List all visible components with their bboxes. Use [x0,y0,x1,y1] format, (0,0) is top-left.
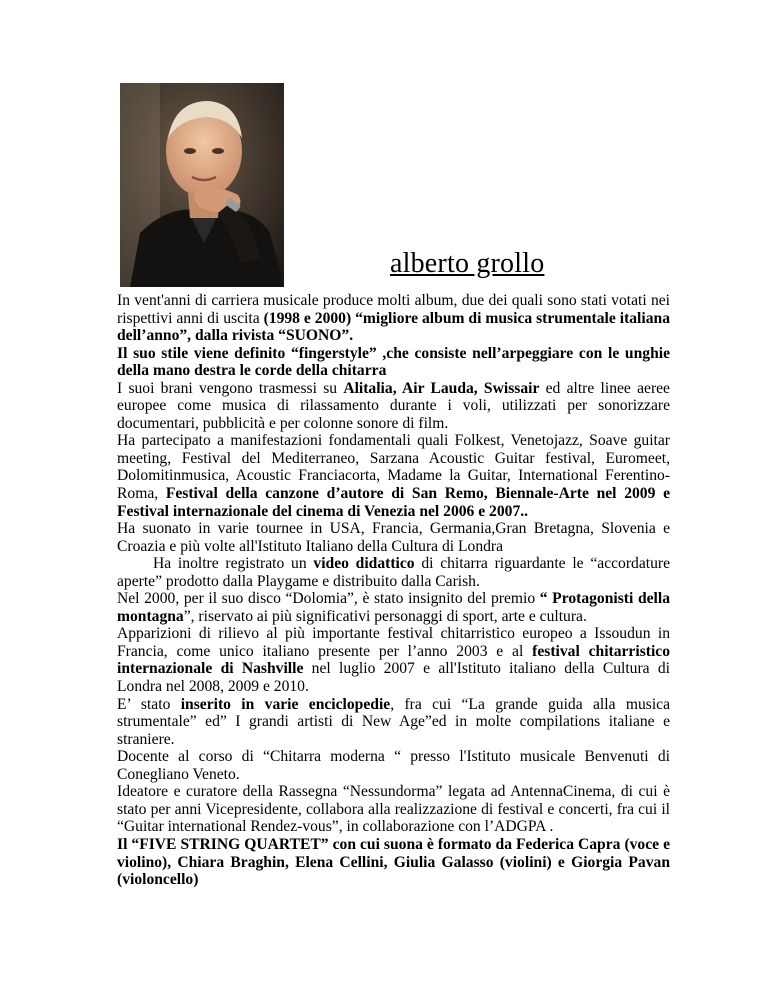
paragraph [117,345,670,380]
text: ed altre linee aeree europee come musica di rilassamento durante i voli, utilizzati per sonorizzare documentari, pubblicità e per colonne sonore di film. [117,379,670,432]
paragraph [117,696,670,749]
bold-text: Il “FIVE STRING QUARTET” con cui suona è formato da Federica Capra (voce e violino), Chiara Braghin, Elena Cellini, Giulia Galasso (violini) e Giorgia Pavan (violoncello) [117,835,670,889]
bold-text: inserito in varie enciclopedie [180,695,391,713]
text: Ideatore e curatore della Rassegna “Nessundorma” legata ad AntennaCinema, di cui è stato per anni Vicepresidente, collabora alla realizzazione di festival e concerti, fra cui il “Guitar international Rendez-vous”, in collaborazione con l’ADGPA . [117,783,670,836]
text: ”, riservato ai più significativi personaggi di sport, arte e cultura. [183,607,587,625]
bold-text: “ Protagonisti della montagna [117,590,670,625]
paragraph [117,380,670,433]
paragraph [117,836,670,889]
paragraph [117,748,670,783]
paragraph [117,555,670,590]
text: Ha suonato in varie tournee in USA, Francia, Germania,Gran Bretagna, Slovenia e Croazia e più volte all'Istituto Italiano della Cultura di Londra [117,520,670,555]
text: Ha partecipato a manifestazioni fondamentali quali Folkest, Venetojazz, Soave guitar meeting, Festival del Mediterraneo, Sarzana Acoustic Guitar festival, Euromeet, Dolomitinmusica, Acoustic Franciacorta, Madame la Guitar, International Ferentino-Roma, [117,432,670,503]
paragraph [117,783,670,836]
text: In vent'anni di carriera musicale produce molti album, due dei quali sono stati votati nei rispettivi anni di uscita [117,292,670,327]
text: Ha inoltre registrato un [153,555,314,573]
text: di chitarra riguardante le “accordature aperte” prodotto dalla Playgame e distribuito dalla Carish. [117,555,670,590]
bold-text: festival chitarristico internazionale di Nashville [117,642,671,678]
page-title: alberto grollo [390,248,545,279]
paragraph [117,625,670,695]
text: E’ stato [117,695,181,713]
bold-text: video didattico [313,555,415,573]
paragraph [117,590,670,625]
text: Docente al corso di “Chitarra moderna “ presso l'Istituto musicale Benvenuti di Conegliano Veneto. [117,748,670,783]
biography-text [117,292,670,889]
text: , fra cui “La grande guida alla musica strumentale” ed” I grandi artisti di New Age”ed in molte compilations italiane e straniere. [117,695,671,748]
paragraph [117,520,670,555]
text: I suoi brani vengono trasmessi su [117,379,344,397]
paragraph [117,292,670,345]
bold-text: Alitalia, Air Lauda, Swissair [343,379,540,397]
portrait-photo [120,83,284,287]
bold-text: Il suo stile viene definito “fingerstyle” ,che consiste nell’arpeggiare con le unghie della mano destra le corde della chitarra [117,344,670,380]
text: nel luglio 2007 e all'Istituto italiano della Cultura di Londra nel 2008, 2009 e 2010. [117,660,671,696]
bold-text: Festival della canzone d’autore di San Remo, Biennale-Arte nel 2009 e Festival internazionale del cinema di Venezia nel 2006 e 2007.. [117,485,670,520]
paragraph [117,432,670,520]
text: Apparizioni di rilievo al più importante festival chitarristico europeo a Issoudun in Francia, come unico italiano presente per l’anno 2003 e al [117,625,670,660]
bold-text: (1998 e 2000) “migliore album di musica strumentale italiana dell’anno”, dalla rivista “SUONO”. [117,309,670,345]
text: Nel 2000, per il suo disco “Dolomia”, è stato insignito del premio [117,590,540,608]
